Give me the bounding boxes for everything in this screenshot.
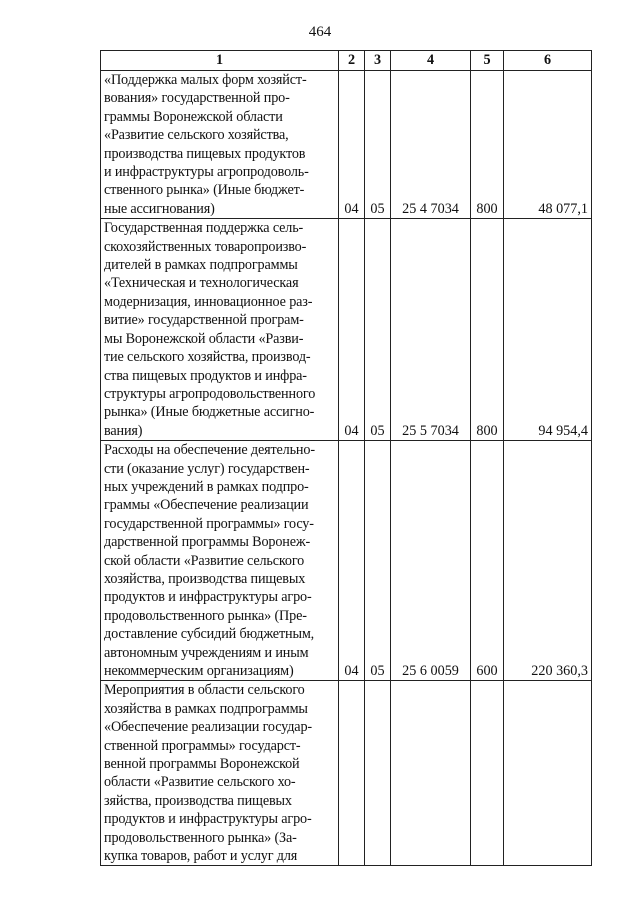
header-col-5: 5: [471, 51, 504, 71]
row-amount: 220 360,3: [504, 441, 592, 681]
table-header-row: [101, 51, 592, 71]
row-expense-type: [471, 681, 504, 866]
description-line: Расходы на обеспечение деятельно-: [104, 442, 315, 459]
row-subsection-code: [365, 681, 391, 866]
description-line: «Техническая и технологическая: [104, 275, 299, 292]
header-col-4: 4: [391, 51, 471, 71]
row-description: [101, 681, 339, 866]
description-line: ных учреждений в рамках подпро-: [104, 478, 309, 495]
description-line: ской области «Развитие сельского: [104, 552, 305, 569]
description-line: продовольственного рынка» (За-: [104, 829, 297, 846]
header-col-6: 6: [504, 51, 592, 71]
description-line: области «Развитие сельского хо-: [104, 774, 296, 791]
description-line: хозяйства, производства пищевых: [104, 570, 306, 587]
description-line: дарственной программы Воронеж-: [104, 534, 311, 551]
table-row: [101, 219, 592, 441]
description-line: вования» государственной про-: [104, 90, 290, 107]
description-line: модернизация, инновационное раз-: [104, 293, 313, 310]
description-line: продуктов и инфраструктуры агро-: [104, 811, 312, 828]
description-line: ственного рынка» (Иные бюджет-: [104, 182, 305, 199]
row-section-code: 04: [339, 219, 365, 441]
description-line: ства пищевых продуктов и инфра-: [104, 367, 307, 384]
header-col-2: 2: [339, 51, 365, 71]
row-description: [101, 71, 339, 219]
row-target-article: 25 5 7034: [391, 219, 471, 441]
description-line: витие» государственной програм-: [104, 312, 304, 329]
description-line: структуры агропродовольственного: [104, 385, 316, 402]
description-line: дителей в рамках подпрограммы: [104, 257, 298, 274]
row-expense-type: 600: [471, 441, 504, 681]
row-subsection-code: 05: [365, 441, 391, 681]
row-amount: [504, 681, 592, 866]
description-line: тие сельского хозяйства, производ-: [104, 349, 311, 366]
description-line: венной программы Воронежской: [104, 756, 300, 773]
table-body: [101, 71, 592, 866]
description-line: ственной программы» государст-: [104, 737, 301, 754]
description-line: купка товаров, работ и услуг для: [104, 848, 298, 865]
row-description: [101, 441, 339, 681]
description-line: сти (оказание услуг) государствен-: [104, 460, 310, 477]
row-target-article: [391, 681, 471, 866]
row-section-code: [339, 681, 365, 866]
row-subsection-code: 05: [365, 71, 391, 219]
description-line: производства пищевых продуктов: [104, 145, 306, 162]
description-line: доставление субсидий бюджетным,: [104, 626, 315, 643]
page-number: 464: [308, 24, 332, 40]
description-line: «Развитие сельского хозяйства,: [104, 127, 289, 144]
row-target-article: 25 4 7034: [391, 71, 471, 219]
header-col-1: 1: [101, 51, 339, 71]
description-line: продовольственного рынка» (Пре-: [104, 607, 307, 624]
description-line: и инфраструктуры агропродоволь-: [104, 164, 309, 181]
header-col-3: 3: [365, 51, 391, 71]
description-line: государственной программы» госу-: [104, 515, 314, 532]
table-row: [101, 681, 592, 866]
row-description: [101, 219, 339, 441]
description-line: «Обеспечение реализации государ-: [104, 719, 312, 736]
description-line: зяйства, производства пищевых: [104, 792, 292, 809]
description-line: автономным учреждениям и иным: [104, 644, 309, 661]
description-line: граммы «Обеспечение реализации: [104, 497, 309, 514]
description-line: ные ассигнования): [104, 200, 215, 217]
table-row: [101, 441, 592, 681]
description-line: некоммерческим организациям): [104, 663, 294, 679]
description-line: вания): [104, 422, 143, 439]
description-line: мы Воронежской области «Разви-: [104, 330, 304, 347]
row-target-article: 25 6 0059: [391, 441, 471, 681]
description-line: рынка» (Иные бюджетные ассигно-: [104, 404, 315, 421]
description-line: продуктов и инфраструктуры агро-: [104, 589, 312, 606]
row-section-code: 04: [339, 441, 365, 681]
budget-table: [100, 50, 592, 866]
description-line: «Поддержка малых форм хозяйст-: [104, 72, 307, 88]
description-line: хозяйства в рамках подпрограммы: [104, 700, 308, 717]
description-line: Государственная поддержка сель-: [104, 220, 304, 237]
row-section-code: 04: [339, 71, 365, 219]
description-line: граммы Воронежской области: [104, 108, 283, 125]
description-line: скохозяйственных товаропроизво-: [104, 238, 307, 255]
row-expense-type: 800: [471, 219, 504, 441]
description-line: Мероприятия в области сельского: [104, 682, 305, 699]
row-expense-type: 800: [471, 71, 504, 219]
table-row: [101, 71, 592, 219]
row-amount: 94 954,4: [504, 219, 592, 441]
row-subsection-code: 05: [365, 219, 391, 441]
row-amount: 48 077,1: [504, 71, 592, 219]
